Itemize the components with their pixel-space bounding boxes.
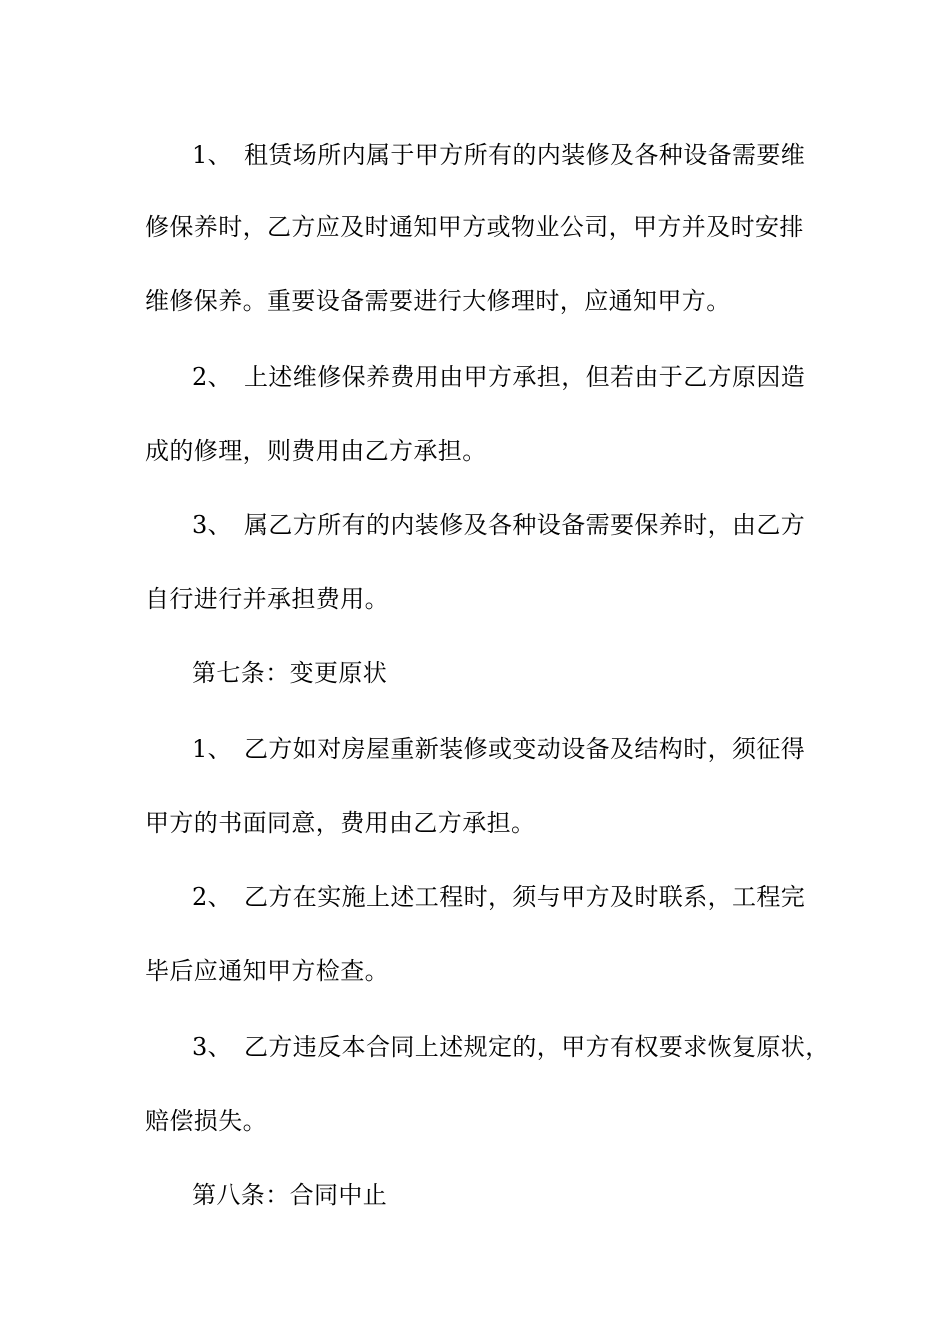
paragraph-line: 成的修理，则费用由乙方承担。 <box>145 437 487 465</box>
paragraph-line <box>192 882 805 912</box>
paragraph-line <box>192 510 805 540</box>
paragraph-text: 乙方违反本合同上述规定的，甲方有权要求恢复原状， <box>244 1033 830 1061</box>
paragraph-text: 租赁场所内属于甲方所有的内装修及各种设备需要维 <box>244 141 806 169</box>
paragraph-line: 赔偿损失。 <box>145 1107 267 1135</box>
paragraph-line <box>192 362 805 392</box>
paragraph-line: 甲方的书面同意，费用由乙方承担。 <box>145 809 536 837</box>
paragraph-line <box>192 140 805 170</box>
item-number: 1、 <box>192 141 233 169</box>
paragraph-text: 上述维修保养费用由甲方承担，但若由于乙方原因造 <box>244 363 806 391</box>
paragraph-line: 毕后应通知甲方检查。 <box>145 957 389 985</box>
item-number: 1、 <box>192 735 233 763</box>
section-heading: 第七条：变更原状 <box>192 659 388 687</box>
paragraph-line <box>192 734 805 764</box>
item-number: 2、 <box>192 883 233 911</box>
paragraph-line: 自行进行并承担费用。 <box>145 585 389 613</box>
paragraph-line: 修保养时，乙方应及时通知甲方或物业公司，甲方并及时安排 <box>145 213 804 241</box>
paragraph-line: 维修保养。重要设备需要进行大修理时，应通知甲方。 <box>145 287 731 315</box>
paragraph-text: 乙方如对房屋重新装修或变动设备及结构时，须征得 <box>244 735 806 763</box>
item-number: 3、 <box>192 511 233 539</box>
section-heading: 第八条：合同中止 <box>192 1181 388 1209</box>
item-number: 2、 <box>192 363 233 391</box>
item-number: 3、 <box>192 1033 233 1061</box>
paragraph-text: 乙方在实施上述工程时，须与甲方及时联系，工程完 <box>244 883 806 911</box>
paragraph-line <box>192 1032 830 1062</box>
paragraph-text: 属乙方所有的内装修及各种设备需要保养时，由乙方 <box>244 511 806 539</box>
